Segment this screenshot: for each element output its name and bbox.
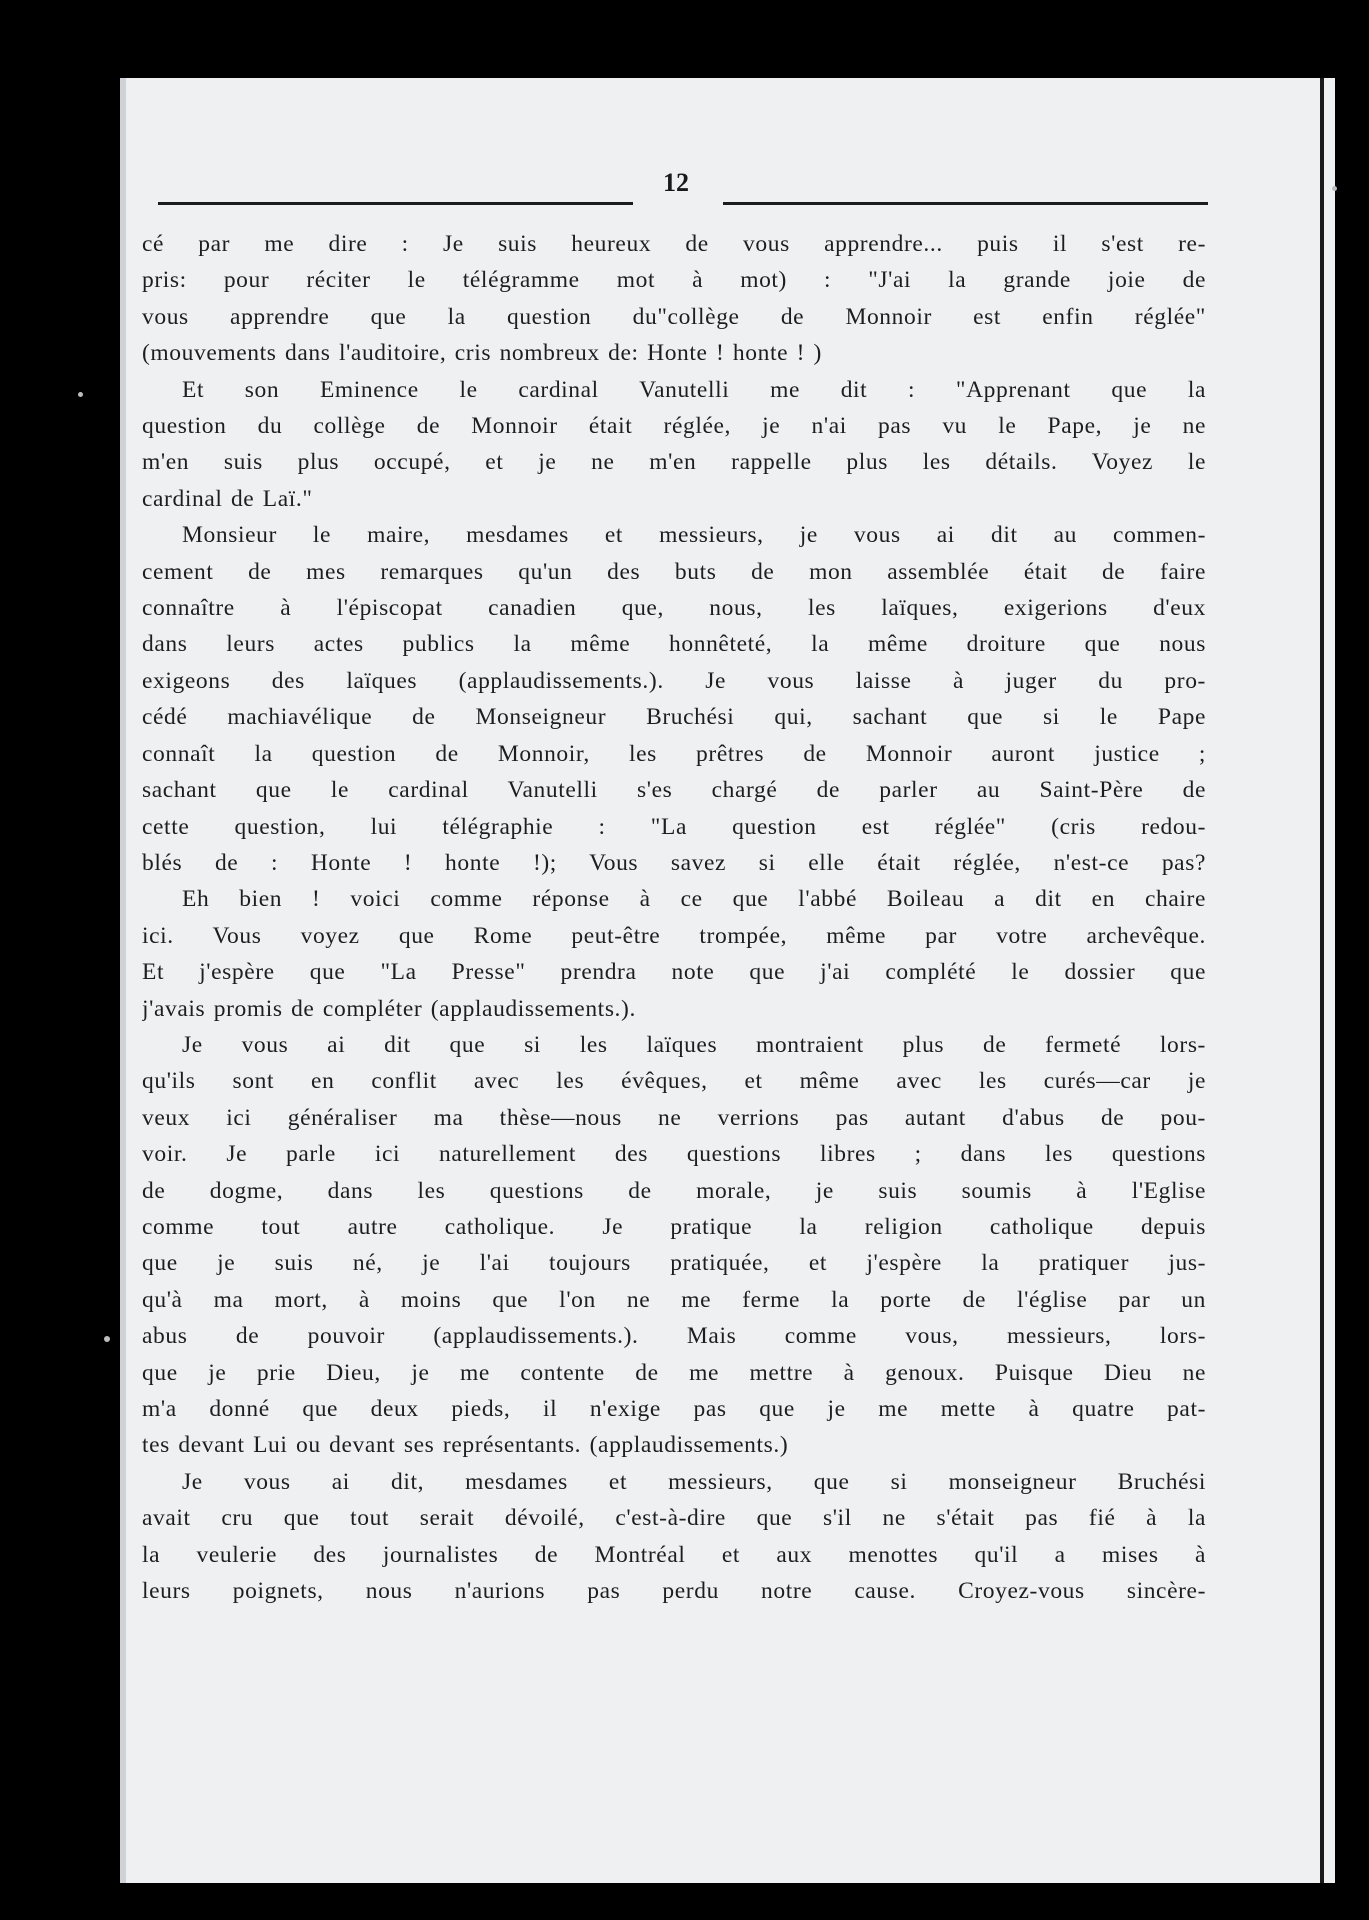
text-line: pris: pour réciter le télégramme mot à mot) : "J'ai la grande joie de <box>142 267 1206 294</box>
text-line: vous apprendre que la question du"collège de Monnoir est enfin réglée" <box>142 303 1206 330</box>
scan-speck <box>104 1336 110 1342</box>
text-line: comme tout autre catholique. Je pratique la religion catholique depuis <box>142 1213 1206 1240</box>
text-line: veux ici généraliser ma thèse—nous ne verrions pas autant d'abus de pou- <box>142 1104 1206 1131</box>
page-header <box>158 160 1208 220</box>
text-line: Et son Eminence le cardinal Vanutelli me dit : "Apprenant que la <box>182 376 1206 403</box>
text-line: qu'ils sont en conflit avec les évêques, et même avec les curés—car je <box>142 1068 1206 1095</box>
text-line: voir. Je parle ici naturellement des questions libres ; dans les questions <box>142 1141 1206 1168</box>
text-line: Je vous ai dit, mesdames et messieurs, que si monseigneur Bruchési <box>182 1468 1206 1495</box>
text-line: de dogme, dans les questions de morale, je suis soumis à l'Eglise <box>142 1177 1206 1204</box>
text-line: exigeons des laïques (applaudissements.). Je vous laisse à juger du pro- <box>142 667 1206 694</box>
text-line: cardinal de Laï." <box>142 485 313 512</box>
text-line: dans leurs actes publics la même honnêteté, la même droiture que nous <box>142 631 1206 658</box>
text-line: qu'à ma mort, à moins que l'on ne me ferme la porte de l'église par un <box>142 1286 1206 1313</box>
text-line: tes devant Lui ou devant ses représentants. (applaudissements.) <box>142 1432 789 1459</box>
header-rule-left <box>158 202 633 205</box>
text-line: la veulerie des journalistes de Montréal et aux menottes qu'il a mises à <box>142 1541 1206 1568</box>
page-number: 12 <box>663 168 689 197</box>
text-line: cé par me dire : Je suis heureux de vous apprendre... puis il s'est re- <box>142 231 1206 257</box>
text-line: cement de mes remarques qu'un des buts de mon assemblée était de faire <box>142 558 1206 585</box>
scan-speck <box>78 392 83 397</box>
text-line: j'avais promis de compléter (applaudissements.). <box>142 995 636 1022</box>
body-text <box>142 226 1206 1609</box>
right-margin-line <box>1320 78 1324 1883</box>
text-line: sachant que le cardinal Vanutelli s'es chargé de parler au Saint-Père de <box>142 777 1206 804</box>
text-line: question du collège de Monnoir était réglée, je n'ai pas vu le Pape, je ne <box>142 413 1206 440</box>
text-line: m'a donné que deux pieds, il n'exige pas que je me mette à quatre pat- <box>142 1396 1206 1422</box>
text-line: que je suis né, je l'ai toujours pratiquée, et j'espère la pratiquer jus- <box>142 1250 1206 1277</box>
text-line: Je vous ai dit que si les laïques montraient plus de fermeté lors- <box>182 1031 1206 1058</box>
text-line: leurs poignets, nous n'aurions pas perdu notre cause. Croyez-vous sincère- <box>142 1578 1206 1605</box>
text-line: ici. Vous voyez que Rome peut-être trompée, même par votre archevêque. <box>142 922 1206 949</box>
text-line: cette question, lui télégraphie : "La question est réglée" (cris redou- <box>142 813 1206 840</box>
header-rule-right <box>723 202 1208 205</box>
text-line: Et j'espère que "La Presse" prendra note que j'ai complété le dossier que <box>142 959 1206 986</box>
text-line: que je prie Dieu, je me contente de me mettre à genoux. Puisque Dieu ne <box>142 1359 1206 1386</box>
text-line: (mouvements dans l'auditoire, cris nombreux de: Honte ! honte ! ) <box>142 340 822 367</box>
text-line: avait cru que tout serait dévoilé, c'est-à-dire que s'il ne s'était pas fié à la <box>142 1505 1206 1532</box>
text-line: Eh bien ! voici comme réponse à ce que l'abbé Boileau a dit en chaire <box>182 886 1206 913</box>
scan-speck <box>1332 186 1337 191</box>
page-left-edge <box>120 78 126 1883</box>
text-line: connaître à l'épiscopat canadien que, nous, les laïques, exigerions d'eux <box>142 595 1206 622</box>
text-line: m'en suis plus occupé, et je ne m'en rappelle plus les détails. Voyez le <box>142 449 1206 476</box>
text-line: blés de : Honte ! honte !); Vous savez si elle était réglée, n'est-ce pas? <box>142 849 1206 876</box>
text-line: abus de pouvoir (applaudissements.). Mais comme vous, messieurs, lors- <box>142 1323 1206 1350</box>
text-line: connaît la question de Monnoir, les prêtres de Monnoir auront justice ; <box>142 740 1206 767</box>
text-line: cédé machiavélique de Monseigneur Bruchési qui, sachant que si le Pape <box>142 704 1206 731</box>
text-line: Monsieur le maire, mesdames et messieurs, je vous ai dit au commen- <box>182 522 1206 549</box>
